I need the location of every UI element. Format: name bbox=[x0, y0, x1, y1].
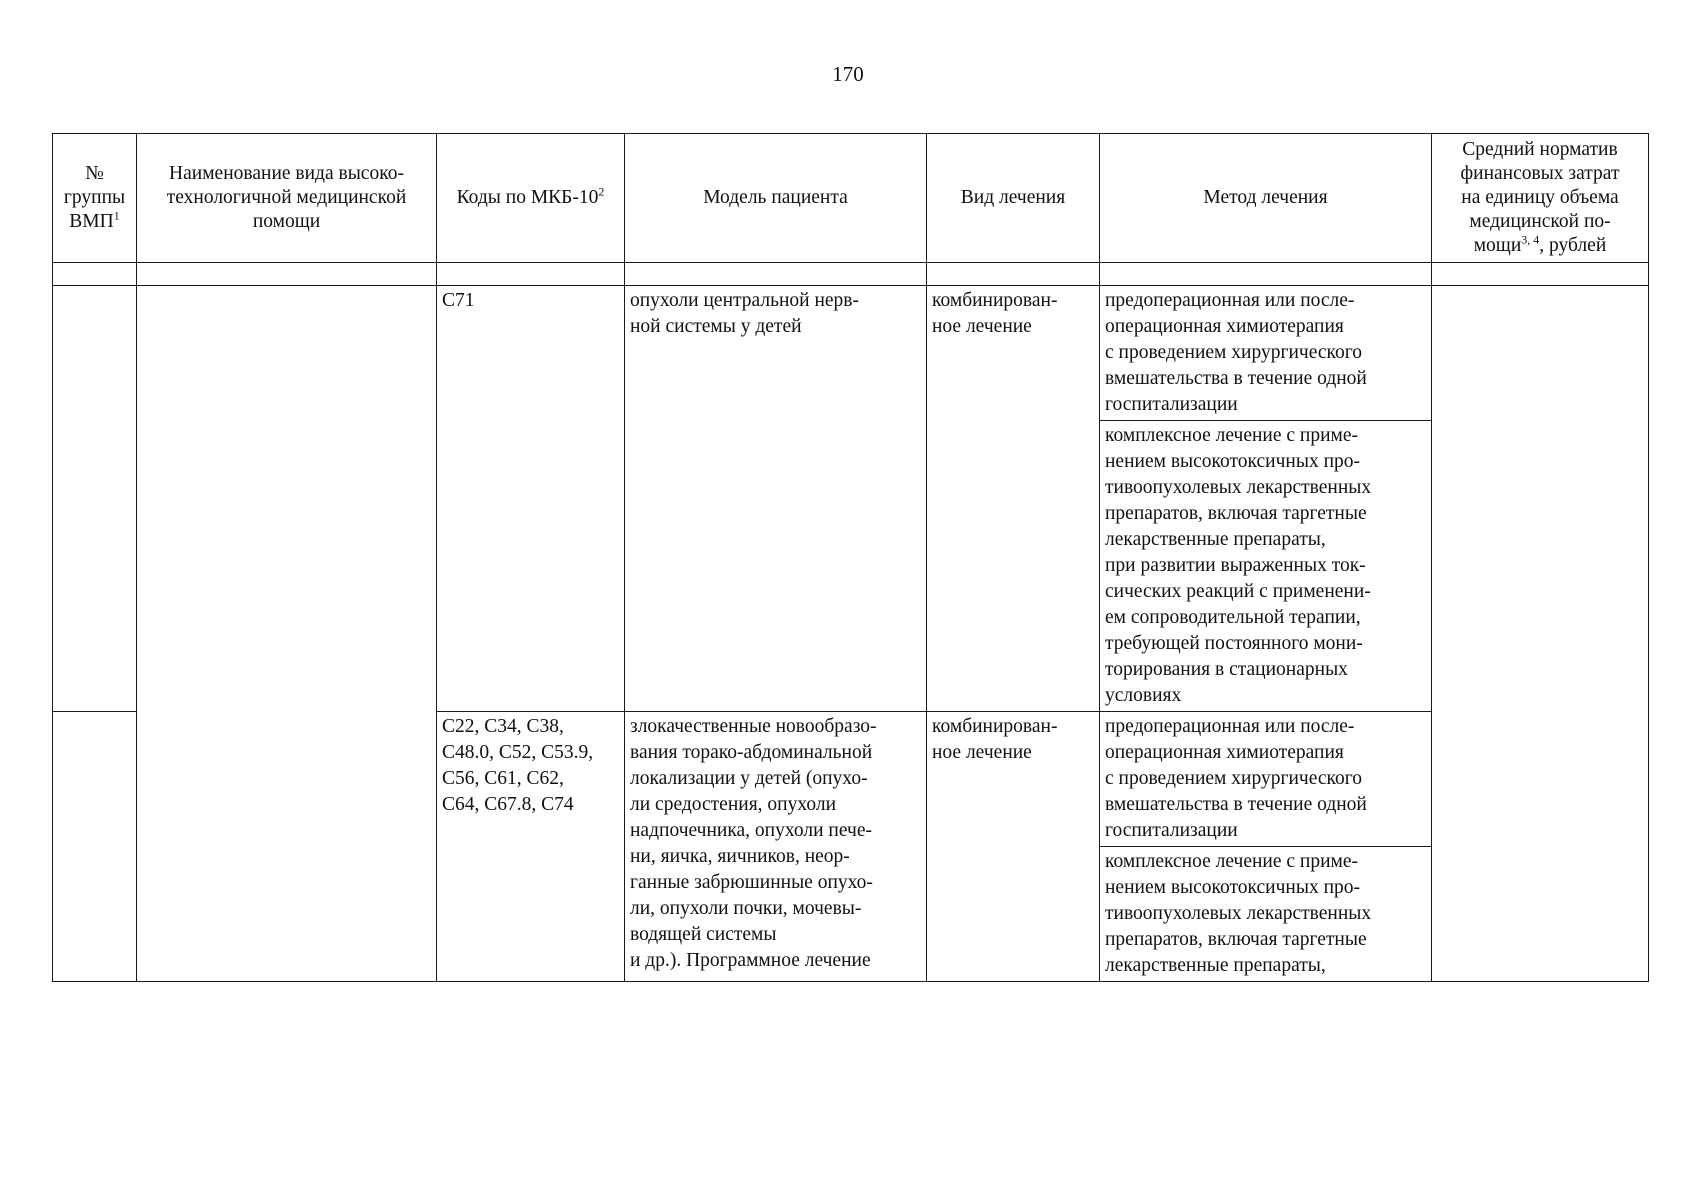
icd-codes-cell: С22, С34, С38, С48.0, С52, С53.9, С56, С61, С62, С64, С67.8, С74 bbox=[437, 712, 625, 982]
group-number-cell bbox=[53, 712, 137, 982]
table-row bbox=[53, 286, 1649, 421]
average-cost-cell bbox=[1432, 286, 1649, 982]
treatment-type-cell: комбинирован- ное лечение bbox=[927, 286, 1100, 712]
spacer-cell bbox=[625, 263, 927, 286]
treatment-type-cell: комбинирован- ное лечение bbox=[927, 712, 1100, 982]
header-average-cost: Средний норматив финансовых затрат на единицу объема медицинской по- мощи$^{3, 4}$, рублей bbox=[1432, 134, 1649, 263]
patient-model-cell: злокачественные новообразо- вания торако-абдоминальной локализации у детей (опухо- ли средостения, опухоли надпочечника, опухоли пече- ни, яичка, яичников, неор- ганные забрюшинные опухо- ли, опухоли почки, мочевы- водящей системы и др.). Программное лечение bbox=[625, 712, 927, 982]
header-treatment-method: Метод лечения bbox=[1100, 134, 1432, 263]
treatment-method-cell: комплексное лечение с приме- нением высокотоксичных про- тивоопухолевых лекарственных препаратов, включая таргетные лекарственные препараты, bbox=[1100, 847, 1432, 982]
spacer-cell bbox=[437, 263, 625, 286]
group-number-cell bbox=[53, 286, 137, 712]
vmp-table bbox=[52, 133, 1649, 982]
treatment-method-cell: комплексное лечение с приме- нением высокотоксичных про- тивоопухолевых лекарственных препаратов, включая таргетные лекарственные препараты, при развитии выраженных ток- сических реакций с применени- ем сопроводительной терапии, требующей постоянного мони- торирования в стационарных условиях bbox=[1100, 421, 1432, 712]
page-number: 170 bbox=[832, 62, 864, 86]
treatment-method-cell: предоперационная или после- операционная химиотерапия с проведением хирургического вмешательства в течение одной госпитализации bbox=[1100, 712, 1432, 847]
header-treatment-type: Вид лечения bbox=[927, 134, 1100, 263]
header-care-type-name: Наименование вида высоко- технологичной медицинской помощи bbox=[137, 134, 437, 263]
spacer-cell bbox=[137, 263, 437, 286]
table-spacer-row bbox=[53, 263, 1649, 286]
patient-model-cell: опухоли центральной нерв- ной системы у детей bbox=[625, 286, 927, 712]
table-header-row bbox=[53, 134, 1649, 263]
spacer-cell bbox=[53, 263, 137, 286]
spacer-cell bbox=[927, 263, 1100, 286]
header-icd-codes: Коды по МКБ-$10^2$ bbox=[437, 134, 625, 263]
header-patient-model: Модель пациента bbox=[625, 134, 927, 263]
header-group-number: № группы ВМП$^1$ bbox=[53, 134, 137, 263]
spacer-cell bbox=[1432, 263, 1649, 286]
care-type-name-cell bbox=[137, 286, 437, 982]
treatment-method-cell: предоперационная или после- операционная химиотерапия с проведением хирургического вмешательства в течение одной госпитализации bbox=[1100, 286, 1432, 421]
spacer-cell bbox=[1100, 263, 1432, 286]
icd-codes-cell: С71 bbox=[437, 286, 625, 712]
